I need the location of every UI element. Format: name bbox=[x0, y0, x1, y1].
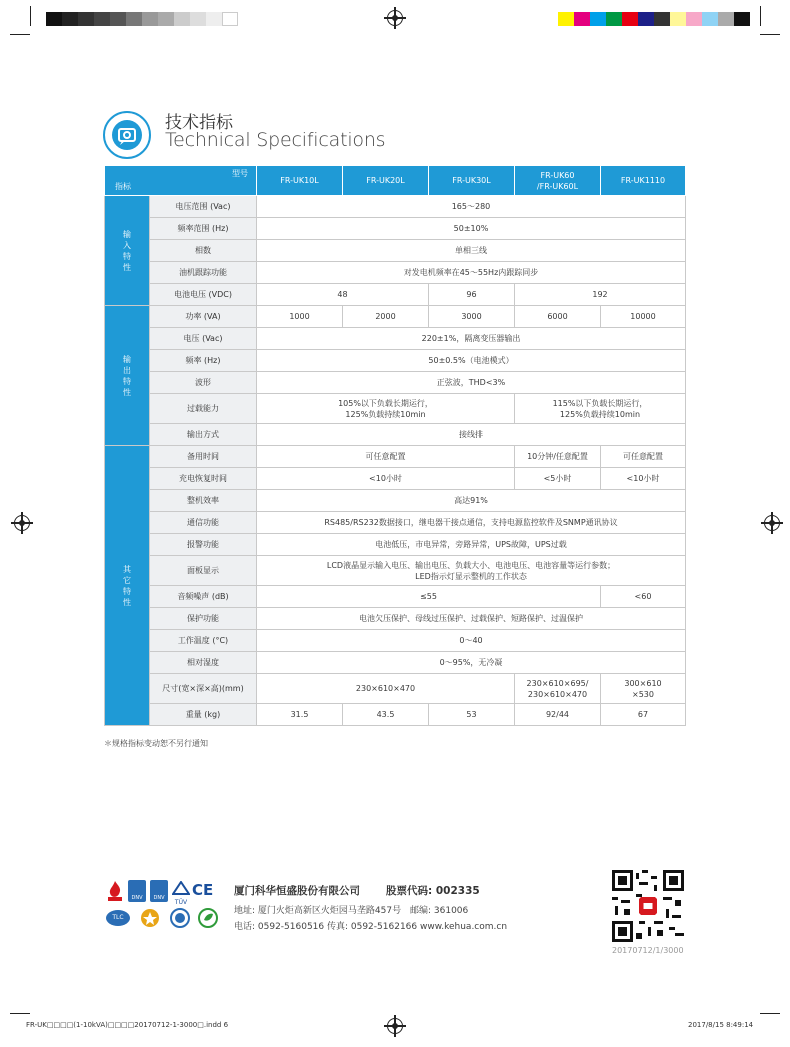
postal-code: 邮编: 361006 bbox=[410, 906, 469, 916]
registration-mark-icon bbox=[14, 515, 30, 531]
crop-mark bbox=[760, 34, 780, 35]
cell-value: 可任意配置 bbox=[601, 446, 686, 468]
cell-value: 3000 bbox=[429, 306, 515, 328]
tuv-cert-logo-icon: TÜV bbox=[172, 880, 190, 902]
cell-value: 53 bbox=[429, 704, 515, 726]
row-label: 电压范围 (Vac) bbox=[150, 196, 257, 218]
row-label: 通信功能 bbox=[150, 512, 257, 534]
registration-mark-icon bbox=[387, 10, 403, 26]
table-row bbox=[105, 240, 686, 262]
registration-mark-icon bbox=[387, 1018, 403, 1034]
model-header: FR-UK10L bbox=[257, 166, 343, 196]
spec-gear-icon bbox=[103, 111, 151, 159]
registration-mark-icon bbox=[764, 515, 780, 531]
header-model-label: 型号 bbox=[232, 169, 248, 178]
table-row bbox=[105, 284, 686, 306]
cell-value: 1000 bbox=[257, 306, 343, 328]
cell-value: 92/44 bbox=[515, 704, 601, 726]
row-label: 波形 bbox=[150, 372, 257, 394]
table-row bbox=[105, 424, 686, 446]
crop-mark bbox=[10, 34, 30, 35]
cell-value: 165～280 bbox=[257, 196, 686, 218]
table-row bbox=[105, 446, 686, 468]
company-address: 地址: 厦门火炬高新区火炬园马垄路457号 bbox=[234, 906, 402, 916]
table-row bbox=[105, 704, 686, 726]
crop-mark bbox=[10, 1013, 30, 1014]
cell-value: 50±10% bbox=[257, 218, 686, 240]
cell-value: 10分钟/任意配置 bbox=[515, 446, 601, 468]
row-label: 整机效率 bbox=[150, 490, 257, 512]
footnote: ＊规格指标变动恕不另行通知 bbox=[104, 739, 208, 748]
row-label: 充电恢复时间 bbox=[150, 468, 257, 490]
table-row bbox=[105, 468, 686, 490]
cell-value: 230×610×470 bbox=[257, 674, 515, 704]
crop-mark bbox=[30, 6, 31, 26]
cell-value: 可任意配置 bbox=[257, 446, 515, 468]
cell-value: <5小时 bbox=[515, 468, 601, 490]
row-label: 电池电压 (VDC) bbox=[150, 284, 257, 306]
table-row bbox=[105, 372, 686, 394]
row-label: 电压 (Vac) bbox=[150, 328, 257, 350]
category-input: 输 入 特 性 bbox=[105, 196, 150, 306]
table-row bbox=[105, 534, 686, 556]
cell-value: 50±0.5%（电池模式） bbox=[257, 350, 686, 372]
table-row bbox=[105, 262, 686, 284]
cell-value: 230×610×695/ 230×610×470 bbox=[515, 674, 601, 704]
table-row bbox=[105, 512, 686, 534]
cell-value: 6000 bbox=[515, 306, 601, 328]
table-row bbox=[105, 630, 686, 652]
cell-value: 10000 bbox=[601, 306, 686, 328]
date-slug: 2017/8/15 8:49:14 bbox=[688, 1021, 754, 1029]
row-label: 报警功能 bbox=[150, 534, 257, 556]
row-label: 重量 (kg) bbox=[150, 704, 257, 726]
award-badge-logo-icon bbox=[140, 908, 160, 928]
tlc-cert-logo-icon: TLC bbox=[106, 910, 130, 926]
row-label: 频率范围 (Hz) bbox=[150, 218, 257, 240]
cell-value: <60 bbox=[601, 586, 686, 608]
quality-seal-logo-icon bbox=[170, 908, 190, 928]
cell-value: 48 bbox=[257, 284, 429, 306]
green-cert-logo-icon bbox=[198, 908, 218, 928]
header-index-label: 指标 bbox=[115, 182, 131, 191]
cell-value: <10小时 bbox=[257, 468, 515, 490]
dnv-cert-logo-icon: DNV bbox=[150, 880, 168, 902]
row-label: 保护功能 bbox=[150, 608, 257, 630]
cell-value: <10小时 bbox=[601, 468, 686, 490]
crop-mark bbox=[760, 6, 761, 26]
table-row bbox=[105, 586, 686, 608]
page-title-en: Technical Specifications bbox=[165, 129, 386, 151]
cell-value: 31.5 bbox=[257, 704, 343, 726]
qr-code-icon bbox=[612, 870, 684, 942]
table-row bbox=[105, 218, 686, 240]
row-label: 频率 (Hz) bbox=[150, 350, 257, 372]
row-label: 面板显示 bbox=[150, 556, 257, 586]
ce-mark-logo-icon: CE bbox=[192, 881, 214, 899]
table-row bbox=[105, 490, 686, 512]
table-row bbox=[105, 328, 686, 350]
row-label: 音频噪声 (dB) bbox=[150, 586, 257, 608]
dnv-cert-logo-icon: DNV bbox=[128, 880, 146, 902]
flame-cert-logo-icon bbox=[106, 880, 124, 902]
row-label: 尺寸(宽×深×高)(mm) bbox=[150, 674, 257, 704]
cell-value: ≤55 bbox=[257, 586, 601, 608]
row-label: 备用时间 bbox=[150, 446, 257, 468]
cell-value: 2000 bbox=[343, 306, 429, 328]
table-row bbox=[105, 608, 686, 630]
crop-mark bbox=[760, 1013, 780, 1014]
cell-value: 96 bbox=[429, 284, 515, 306]
cell-value: 正弦波，THD<3% bbox=[257, 372, 686, 394]
cell-value: 115%以下负载长期运行， 125%负载持续10min bbox=[515, 394, 686, 424]
cell-value: 0～40 bbox=[257, 630, 686, 652]
table-row bbox=[105, 350, 686, 372]
cell-value: 对发电机频率在45～55Hz内跟踪同步 bbox=[257, 262, 686, 284]
cell-value: 0～95%，无冷凝 bbox=[257, 652, 686, 674]
spec-table bbox=[104, 165, 686, 726]
cell-value: 43.5 bbox=[343, 704, 429, 726]
contact-info: 电话: 0592-5160516 传真: 0592-5162166 www.kehua.com.cn bbox=[234, 922, 508, 932]
model-header: FR-UK30L bbox=[429, 166, 515, 196]
cell-value: LCD液晶显示输入电压、输出电压、负载大小、电池电压、电池容量等运行参数； LED指示灯显示整机的工作状态 bbox=[257, 556, 686, 586]
grayscale-color-bar bbox=[46, 12, 238, 26]
row-label: 输出方式 bbox=[150, 424, 257, 446]
file-slug: FR-UK□□□□(1-10kVA)□□□□20170712-1-3000□.indd 6 bbox=[26, 1021, 229, 1029]
row-label: 过载能力 bbox=[150, 394, 257, 424]
row-label: 功率 (VA) bbox=[150, 306, 257, 328]
cell-value: RS485/RS232数据接口，继电器干接点通信，支持电源监控软件及SNMP通讯协议 bbox=[257, 512, 686, 534]
cell-value: 67 bbox=[601, 704, 686, 726]
company-name: 厦门科华恒盛股份有限公司 bbox=[234, 885, 360, 897]
table-row bbox=[105, 556, 686, 586]
table-corner-header bbox=[105, 166, 257, 196]
cell-value: 220±1%，隔离变压器输出 bbox=[257, 328, 686, 350]
stock-code: 股票代码: 002335 bbox=[386, 885, 480, 897]
row-label: 相对湿度 bbox=[150, 652, 257, 674]
cell-value: 高达91% bbox=[257, 490, 686, 512]
table-row bbox=[105, 652, 686, 674]
cell-value: 接线排 bbox=[257, 424, 686, 446]
model-header: FR-UK60 /FR-UK60L bbox=[515, 166, 601, 196]
category-output: 输 出 特 性 bbox=[105, 306, 150, 446]
model-header: FR-UK1110 bbox=[601, 166, 686, 196]
cmyk-color-bar bbox=[558, 12, 750, 26]
row-label: 工作温度 (°C) bbox=[150, 630, 257, 652]
cell-value: 电池欠压保护、母线过压保护、过载保护、短路保护、过温保护 bbox=[257, 608, 686, 630]
table-row bbox=[105, 306, 686, 328]
model-header: FR-UK20L bbox=[343, 166, 429, 196]
table-row bbox=[105, 196, 686, 218]
cell-value: 105%以下负载长期运行， 125%负载持续10min bbox=[257, 394, 515, 424]
table-row bbox=[105, 394, 686, 424]
cell-value: 192 bbox=[515, 284, 686, 306]
print-code: 20170712/1/3000 bbox=[612, 946, 684, 955]
cell-value: 300×610 ×530 bbox=[601, 674, 686, 704]
cell-value: 电池低压，市电异常，旁路异常，UPS故障，UPS过载 bbox=[257, 534, 686, 556]
cell-value: 单相三线 bbox=[257, 240, 686, 262]
page-title-cn: 技术指标 bbox=[165, 113, 233, 133]
table-row bbox=[105, 674, 686, 704]
category-other: 其 它 特 性 bbox=[105, 446, 150, 726]
row-label: 相数 bbox=[150, 240, 257, 262]
row-label: 油机跟踪功能 bbox=[150, 262, 257, 284]
